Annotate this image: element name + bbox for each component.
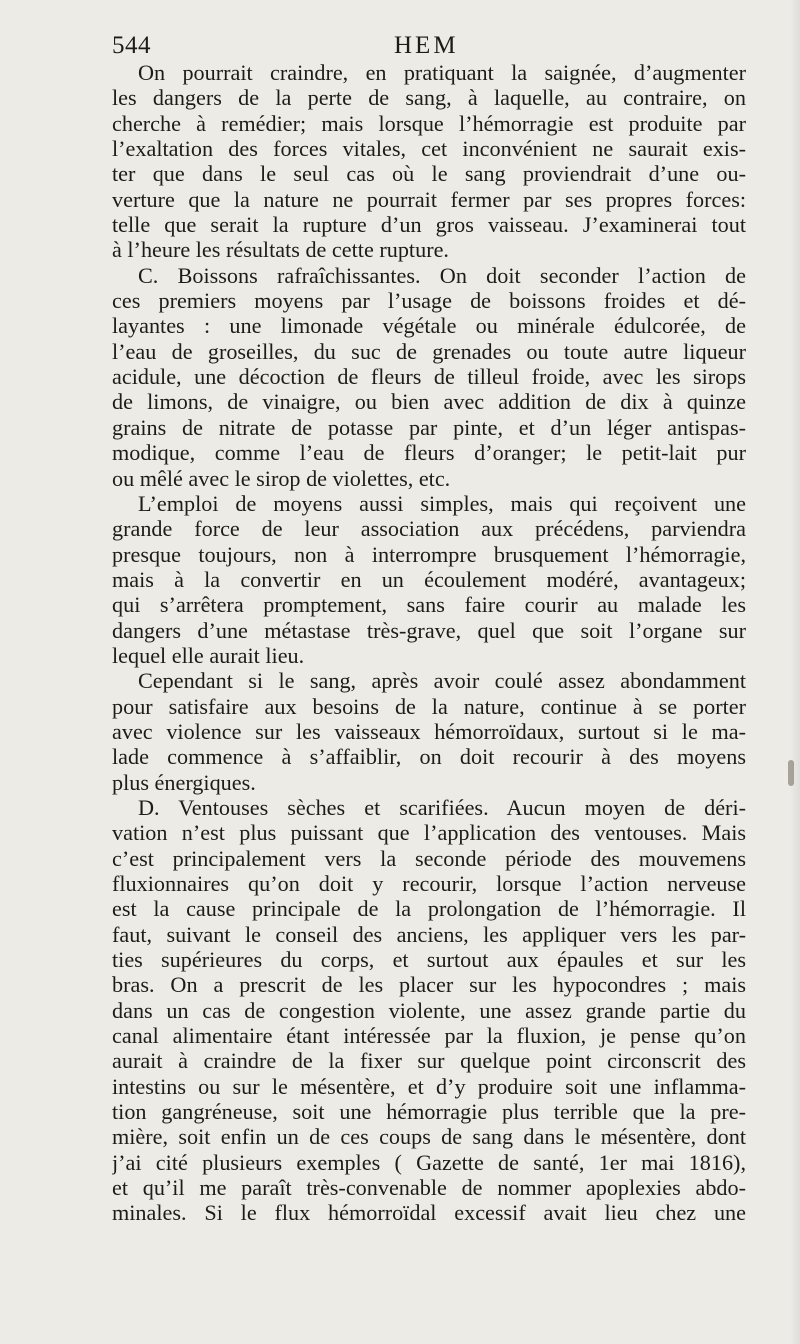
text-line: aurait à craindre de la fixer sur quelque point circonscrit des [112,1048,746,1074]
text-line: de limons, de vinaigre, ou bien avec addition de dix à quinze [112,389,746,415]
text-line: canal alimentaire étant intéressée par la fluxion, je pense qu’on [112,1023,746,1049]
text-line: intestins ou sur le mésentère, et d’y produire soit une inflamma- [112,1073,746,1099]
text-line: acidule, une décoction de fleurs de tilleul froide, avec les sirops [112,364,746,390]
page-number: 544 [112,32,151,59]
text-line: On pourrait craindre, en pratiquant la saignée, d’augmenter [138,60,746,85]
text-line: L’emploi de moyens aussi simples, mais qui reçoivent une [138,490,746,516]
text-line: D. Ventouses sèches et scarifiées. Aucun moyen de déri- [138,794,746,820]
text-line: dangers d’une métastase très-grave, quel que soit l’organe sur [112,617,746,643]
text-line: et qu’il me paraît très-convenable de nommer apoplexies abdo- [112,1175,746,1201]
text-line: vation n’est plus puissant que l’application des ventouses. Mais [112,820,746,846]
text-line: lequel elle aurait lieu. [112,642,305,668]
text-line: minales. Si le flux hémorroïdal excessif avait lieu chez une [112,1200,746,1226]
text-line: mais à la convertir en un écoulement modéré, avantageux; [112,566,746,592]
text-line: lade commence à s’affaiblir, on doit recourir à des moyens [112,744,746,770]
text-line: presque toujours, non à interrompre brusquement l’hémorragie, [112,541,746,567]
body-text [112,60,746,1226]
text-line: telle que serait la rupture d’un gros vaisseau. J’examinerai tout [112,212,746,238]
text-line: plus énergiques. [112,769,256,795]
text-line: dans un cas de congestion violente, une assez grande partie du [112,997,746,1023]
text-line: bras. On a prescrit de les placer sur les hypocondres ; mais [112,972,746,998]
text-line: c’est principalement vers la seconde période des mouvemens [112,845,746,871]
text-line: fluxionnaires qu’on doit y recourir, lorsque l’action nerveuse [112,871,746,896]
text-line: ou mêlé avec le sirop de violettes, etc. [112,465,451,491]
text-line: grande force de leur association aux précédens, parviendra [112,516,746,542]
text-line: à l’heure les résultats de cette rupture. [112,237,449,263]
text-line: ties supérieures du corps, et surtout aux épaules et sur les [112,947,746,973]
text-line: ces premiers moyens par l’usage de boissons froides et dé- [112,288,746,314]
text-line: C. Boissons rafraîchissantes. On doit seconder l’action de [138,262,746,288]
text-line: l’eau de groseilles, du suc de grenades ou toute autre liqueur [112,338,746,364]
text-line: faut, suivant le conseil des anciens, les appliquer vers les par- [112,921,746,947]
text-line: pour satisfaire aux besoins de la nature, continue à se porter [112,693,746,719]
page-edge-shadow [790,0,800,1344]
text-line: grains de nitrate de potasse par pinte, et d’un léger antispas- [112,414,746,440]
text-line: mière, soit enfin un de ces coups de sang dans le mésentère, dont [112,1124,746,1150]
text-line: qui s’arrêtera promptement, sans faire courir au malade les [112,592,746,618]
text-line: layantes : une limonade végétale ou minérale édulcorée, de [112,313,746,339]
text-line: ter que dans le seul cas où le sang proviendrait d’une ou- [112,161,746,187]
running-head: HEM [394,32,459,59]
text-line: cherche à remédier; mais lorsque l’hémorragie est produite par [112,110,746,136]
text-line: j’ai cité plusieurs exemples ( Gazette de santé, 1er mai 1816), [112,1149,746,1175]
text-line: les dangers de la perte de sang, à laquelle, au contraire, on [112,85,746,111]
text-line: est la cause principale de la prolongation de l’hémorragie. Il [112,896,746,922]
text-line: Cependant si le sang, après avoir coulé assez abondamment [138,668,746,694]
text-line: avec violence sur les vaisseaux hémorroïdaux, surtout si le ma- [112,718,746,744]
text-line: modique, comme l’eau de fleurs d’oranger; le petit-lait pur [112,440,746,466]
page-header [112,28,752,64]
text-line: l’exaltation des forces vitales, cet inconvénient ne saurait exis- [112,136,746,162]
text-line: tion gangréneuse, soit une hémorragie plus terrible que la pre- [112,1099,746,1125]
text-line: verture que la nature ne pourrait fermer par ses propres forces: [112,186,746,212]
